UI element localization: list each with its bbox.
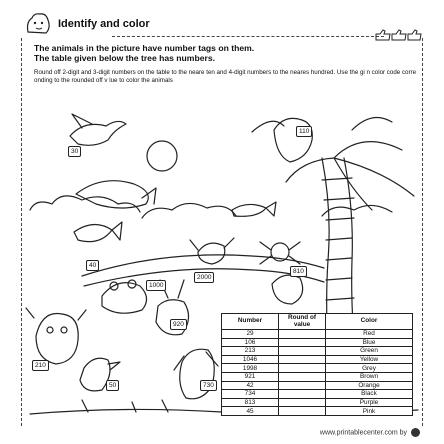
worksheet-title: Identify and color xyxy=(58,18,150,30)
table-row xyxy=(222,407,413,416)
bird-left-shape xyxy=(70,121,126,145)
monster-shape xyxy=(36,313,78,364)
round-value-cell[interactable] xyxy=(279,398,326,407)
instruction-line-1: The animals in the picture have number tags on them. xyxy=(34,43,255,53)
instruction-line-2: The table given below the tree has numbers. xyxy=(34,53,215,63)
table-row xyxy=(222,330,413,339)
round-value-cell[interactable] xyxy=(279,390,326,399)
creature-shape xyxy=(272,275,303,304)
round-value-cell[interactable] xyxy=(279,338,326,347)
color-cell: Green xyxy=(326,347,413,356)
color-cell: Blue xyxy=(326,338,413,347)
table-row xyxy=(222,338,413,347)
fish-40-shape xyxy=(74,224,112,241)
number-cell: 213 xyxy=(222,347,279,356)
tag-spider: 810 xyxy=(290,266,307,277)
header-divider xyxy=(112,36,384,37)
header-number: Number xyxy=(222,314,279,330)
number-cell: 734 xyxy=(222,390,279,399)
round-value-cell[interactable] xyxy=(279,372,326,381)
cloud-mid xyxy=(142,203,236,218)
table-row xyxy=(222,372,413,381)
number-cell: 106 xyxy=(222,338,279,347)
rounding-color-table xyxy=(221,313,413,416)
color-cell: Orange xyxy=(326,381,413,390)
tag-parrot: 110 xyxy=(296,126,312,137)
table-row xyxy=(222,347,413,356)
color-cell: Purple xyxy=(326,398,413,407)
tag-crab: 2000 xyxy=(194,272,214,283)
table-row xyxy=(222,355,413,364)
parrot-shape xyxy=(274,118,312,162)
round-value-cell[interactable] xyxy=(279,407,326,416)
instructions-main xyxy=(34,43,414,63)
table-row xyxy=(222,364,413,373)
color-cell: Grey xyxy=(326,364,413,373)
number-cell: 42 xyxy=(222,381,279,390)
instructions-detail: Round off 2-digit and 3-digit numbers on the table to the neare ten and 4-digit numbers to the neares hundred. Use the gi n color code corre onding to the rounded off v lue to color the animals xyxy=(34,69,417,84)
color-cell: Yellow xyxy=(326,355,413,364)
color-cell: Brown xyxy=(326,372,413,381)
round-value-cell[interactable] xyxy=(279,330,326,339)
header-color: Color xyxy=(326,314,413,330)
crab-shape xyxy=(198,243,225,264)
table-row xyxy=(222,390,413,399)
tag-fish-small: 40 xyxy=(86,260,99,271)
tag-rabbit: 920 xyxy=(170,319,187,330)
cloud-right xyxy=(322,205,392,216)
tag-bird-left: 30 xyxy=(68,146,81,157)
number-cell: 29 xyxy=(222,330,279,339)
table-row xyxy=(222,381,413,390)
table-header-row xyxy=(222,314,413,330)
round-value-cell[interactable] xyxy=(279,364,326,373)
color-cell: Black xyxy=(326,390,413,399)
color-cell: Pink xyxy=(326,407,413,416)
small-fish-shape xyxy=(232,204,266,216)
animal-badge-icon xyxy=(24,10,52,36)
dog-shape xyxy=(180,349,215,399)
tag-frog: 1000 xyxy=(146,280,166,291)
round-value-cell[interactable] xyxy=(279,381,326,390)
header-round-value: Round of value xyxy=(279,314,326,330)
footer-credit xyxy=(320,428,420,437)
hp-logo-icon xyxy=(411,428,420,437)
number-cell: 921 xyxy=(222,372,279,381)
frog-shape xyxy=(102,283,147,314)
tag-duck: 50 xyxy=(106,380,119,391)
color-cell: Red xyxy=(326,330,413,339)
table-row xyxy=(222,398,413,407)
number-cell: 1046 xyxy=(222,355,279,364)
number-cell: 1998 xyxy=(222,364,279,373)
number-cell: 45 xyxy=(222,407,279,416)
round-value-cell[interactable] xyxy=(279,347,326,356)
sun-shape xyxy=(147,141,177,171)
footer-site: www.printablecenter.com by xyxy=(319,429,408,437)
round-value-cell[interactable] xyxy=(279,355,326,364)
dolphin-shape xyxy=(76,181,148,208)
tag-monster: 210 xyxy=(32,360,49,371)
tag-dog: 730 xyxy=(200,380,217,391)
number-cell: 813 xyxy=(222,398,279,407)
